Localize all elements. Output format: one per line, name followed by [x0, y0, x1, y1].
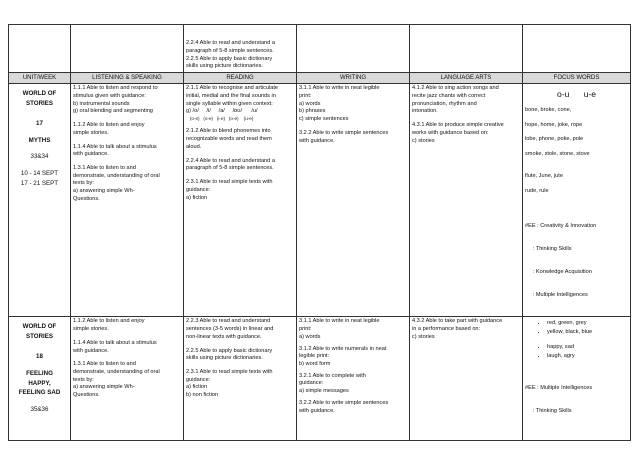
focus-word-line: smoke, stole, stone, stove: [525, 151, 590, 158]
ee-block: [525, 207, 628, 315]
top-focus-cell: [523, 25, 631, 73]
text-line: aloud.: [186, 143, 202, 150]
text-line: c) simple sentences: [299, 116, 349, 123]
text-line: 2.1.2 Able to blend phonemes into: [186, 128, 271, 135]
text-line: guidance:: [186, 376, 211, 383]
text-line: a) words: [299, 100, 321, 107]
text-line: 2.2.5 Able to apply basic dictionary: [186, 347, 273, 354]
ee-line: : Thinking Skills: [525, 245, 572, 252]
list-item: • happy, sad: [547, 344, 628, 352]
unit-theme: HAPPY,: [28, 379, 51, 387]
text-line: 1.1.2 Able to listen and enjoy: [73, 122, 145, 129]
text-line: c) stories: [412, 333, 435, 340]
writing-cell-18: [297, 317, 410, 441]
unit-cell-18: [9, 317, 71, 441]
text-line: Questions.: [73, 195, 100, 202]
text-line: 2.3.1 Able to read simple texts with: [186, 179, 273, 186]
focus-spelling-pattern: [525, 89, 628, 101]
top-reading-line: 2.2.4 Able to read and understand a: [186, 40, 275, 47]
lesson-plan-table: [8, 24, 631, 441]
text-line: 3.1.1 Able to write in neat legible: [299, 318, 380, 325]
header-focus: FOCUS WORDS: [523, 73, 631, 84]
text-line: recognizable words and read them: [186, 136, 272, 143]
text-line: a) fiction: [186, 384, 208, 391]
text-line: 1.1.4 Able to talk about a stimulus: [73, 143, 157, 150]
top-language-cell: [410, 25, 523, 73]
text-line: 1.1.1 Able to listen and respond to: [73, 85, 158, 92]
unit-numbers: 35&36: [30, 405, 49, 413]
text-line: c) stories: [412, 137, 435, 144]
focus-word-line: hope, home, joke, rope: [525, 121, 583, 128]
header-row: [9, 73, 631, 84]
phoneme-spelling-line: (o-e) (o-e) (i-e) (o-e) (u-e): [186, 116, 254, 122]
text-line: g) oral blending and segmenting: [73, 108, 153, 115]
header-unit: UNIT/WEEK: [9, 73, 71, 84]
text-line: non-linear texts with guidance.: [186, 333, 262, 340]
text-line: 1.3.1 Able to listen to and: [73, 165, 136, 172]
text-line: with guidance.: [299, 137, 335, 144]
phoneme-line: g) /o/ /i/ /a/ /ɒʊ/ /u/: [186, 108, 258, 115]
top-reading-line: 2.2.5 Able to apply basic dictionary: [186, 55, 273, 62]
listening-cell-18: [71, 317, 184, 441]
text-line: 2.2.3 Able to read and understand: [186, 318, 271, 325]
unit-numbers: 33&34: [30, 153, 49, 161]
ee-line: : Konwledge Acquisition: [525, 269, 592, 276]
language-cell-17: [410, 84, 523, 317]
unit-title: WORLD OF: [22, 90, 57, 98]
ee-line: : Multiple Intelligences: [525, 292, 588, 299]
text-line: 2.3.1 Able to read simple texts with: [186, 368, 273, 375]
text-line: 4.3.2 Able to take part with guidance: [412, 318, 503, 325]
header-writing: WRITING: [297, 73, 410, 84]
text-line: 3.2.1 Able to complete with: [299, 372, 366, 379]
top-unit-cell: [9, 25, 71, 73]
focus-cell-17: [523, 84, 631, 317]
ee-line: #EE : Multiple Intelligences: [525, 384, 593, 391]
ee-block: [525, 369, 628, 431]
text-line: 4.3.1 Able to produce simple creative: [412, 122, 504, 129]
text-line: stimulus given with guidance:: [73, 92, 146, 99]
top-reading-cell: [184, 25, 297, 73]
top-listening-cell: [71, 25, 184, 73]
unit-theme: FEELING: [26, 370, 53, 377]
unit-cell-17: [9, 84, 71, 317]
text-line: intonation.: [412, 108, 438, 115]
text-line: texts by:: [73, 376, 94, 383]
text-line: texts by:: [73, 180, 94, 187]
text-line: a) simple messages: [299, 388, 349, 395]
language-cell-18: [410, 317, 523, 441]
text-line: demonstrate, understanding of oral: [73, 172, 160, 179]
focus-word-line: bone, broke, cone,: [525, 106, 572, 113]
text-line: sentences (3-5 words) in linear and: [186, 326, 274, 333]
text-line: 1.3.1 Able to listen to and: [73, 361, 136, 368]
text-line: skills using picture dictionaries.: [186, 355, 263, 362]
unit-week: 17 - 21 SEPT: [20, 179, 59, 187]
text-line: works with guidance based on:: [412, 129, 489, 136]
text-line: 3.1.2 Able to write numerals in neat: [299, 345, 387, 352]
focus-word-line: flute, June, jute: [525, 172, 563, 179]
text-line: demonstrate, understanding of oral: [73, 368, 160, 375]
ee-line: : Thinking Skills: [525, 407, 572, 414]
text-line: with guidance.: [73, 347, 109, 354]
text-line: b) word form: [299, 360, 331, 367]
text-line: 1.1.2 Able to listen and enjoy: [73, 318, 145, 325]
ee-line: #EE : Creativity & Innovation: [525, 222, 597, 229]
header-listening: LISTENING & SPEAKING: [71, 73, 184, 84]
unit-number: 17: [36, 120, 43, 128]
text-line: Questions.: [73, 392, 100, 399]
text-line: legible print:: [299, 353, 330, 360]
text-line: 4.1.2 Able to sing action songs and: [412, 85, 499, 92]
pattern-u-e: u-e: [583, 89, 596, 100]
unit-theme: FEELING SAD: [18, 389, 61, 397]
unit-number: 18: [36, 353, 43, 361]
reading-cell-17: [184, 84, 297, 317]
list-item: • red, green, grey: [547, 320, 628, 328]
text-line: a) answering simple Wh-: [73, 188, 135, 195]
text-line: single syllable within given context:: [186, 100, 273, 107]
unit-title: WORLD OF: [22, 323, 57, 331]
focus-cell-18: [523, 317, 631, 441]
unit-week: 10 - 14 SEPT: [20, 170, 59, 177]
listening-cell-17: [71, 84, 184, 317]
row-week-18: [9, 317, 631, 441]
feeling-word-list: [525, 344, 628, 360]
unit-title: STORIES: [25, 332, 54, 340]
reading-cell-18: [184, 317, 297, 441]
pattern-o-u: o-u: [557, 89, 570, 100]
text-line: 3.2.2 Able to write simple sentences: [299, 129, 389, 136]
text-line: initial, medial and the final sounds in: [186, 92, 276, 99]
focus-word-line: lobe, phone, poke, pole: [525, 136, 584, 143]
top-writing-cell: [297, 25, 410, 73]
top-row: [9, 25, 631, 73]
text-line: with guidance.: [73, 151, 109, 158]
text-line: b) phrases: [299, 108, 326, 115]
text-line: 2.2.4 Able to read and understand a: [186, 157, 275, 164]
text-line: simple stories.: [73, 326, 109, 333]
text-line: 3.1.1 Able to write in neat legible: [299, 85, 380, 92]
top-reading-line: paragraph of 5-8 simple sentences.: [186, 47, 274, 54]
row-week-17: [9, 84, 631, 317]
text-line: a) words: [299, 333, 321, 340]
top-reading-line: skills using picture dictionaries.: [186, 63, 263, 70]
text-line: print:: [299, 326, 312, 333]
unit-title: STORIES: [25, 99, 54, 107]
header-reading: READING: [184, 73, 297, 84]
text-line: 3.2.2 Able to write simple sentences: [299, 399, 389, 406]
header-language: LANGUAGE ARTS: [410, 73, 523, 84]
writing-cell-17: [297, 84, 410, 317]
text-line: with guidance.: [299, 407, 335, 414]
text-line: guidance:: [186, 186, 211, 193]
text-line: b) non fiction: [186, 392, 219, 399]
text-line: recite jazz chants with correct: [412, 92, 486, 99]
list-item: • laugh, agry: [547, 353, 628, 361]
text-line: a) fiction: [186, 194, 208, 201]
text-line: guidance:: [299, 380, 324, 387]
text-line: 1.1.4 Able to talk about a stimulus: [73, 339, 157, 346]
unit-theme: MYTHS: [28, 136, 51, 144]
color-word-list: [525, 320, 628, 336]
text-line: print:: [299, 92, 312, 99]
text-line: simple stories.: [73, 129, 109, 136]
text-line: a) answering simple Wh-: [73, 384, 135, 391]
text-line: paragraph of 5-8 simple sentences.: [186, 165, 274, 172]
text-line: pronunciation, rhythm and: [412, 100, 477, 107]
focus-word-line: rude, rule: [525, 187, 549, 194]
text-line: b) instrumental sounds: [73, 100, 130, 107]
text-line: in a performance based on:: [412, 326, 481, 333]
list-item: • yellow, black, blue: [547, 329, 628, 337]
text-line: 2.1.1 Able to recognise and articulate: [186, 85, 279, 92]
